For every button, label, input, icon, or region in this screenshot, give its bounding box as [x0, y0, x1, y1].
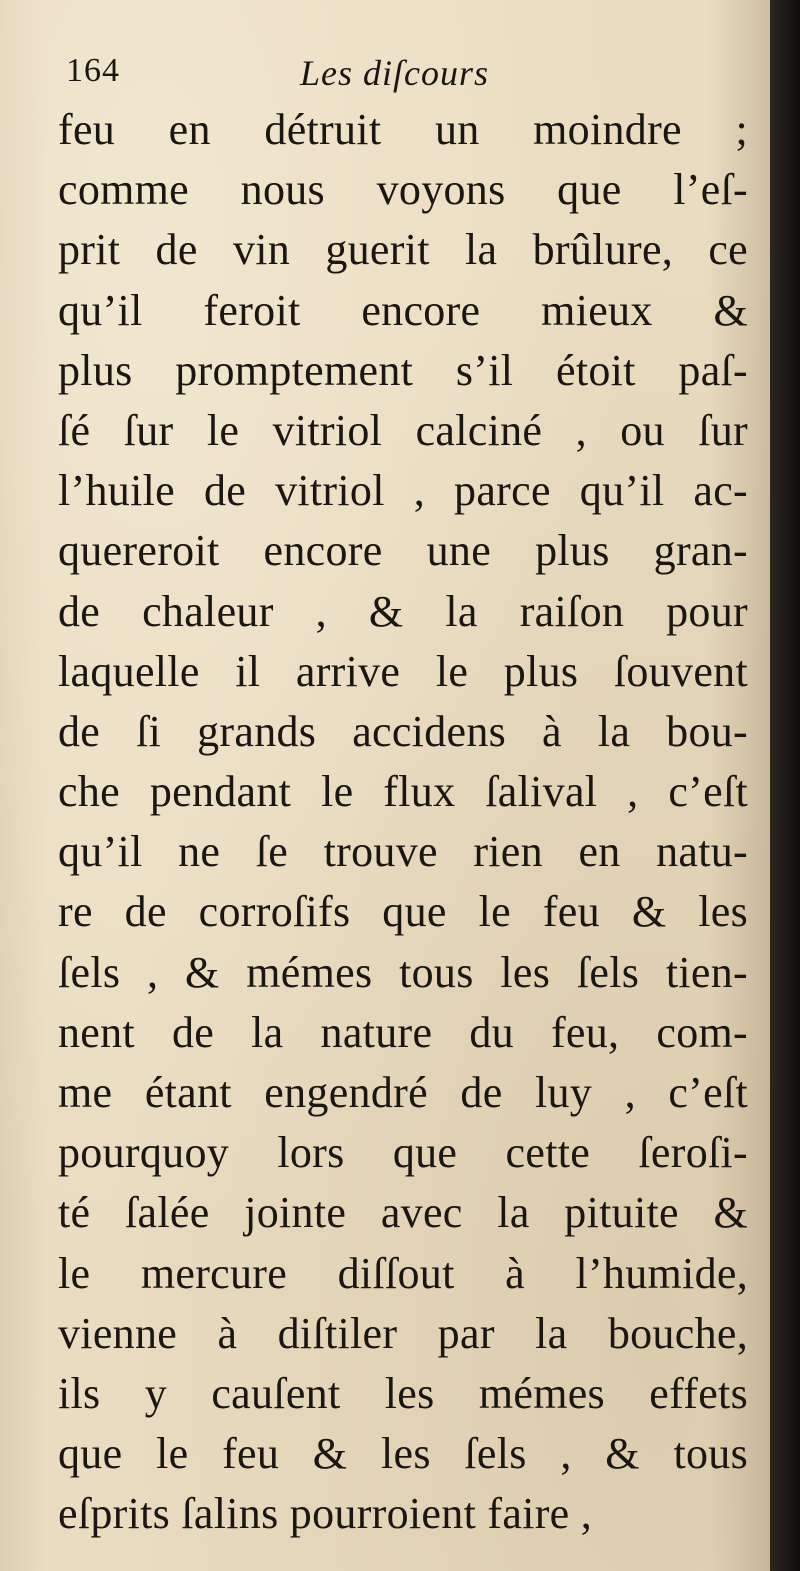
body-text — [58, 100, 748, 1545]
text-line: laquelle il arrive le plus ſouvent — [58, 646, 748, 696]
text-line: vienne à diſtiler par la bouche, — [58, 1308, 748, 1358]
text-line: que le feu & les ſels , & tous — [58, 1429, 748, 1479]
text-line: l’huile de vitriol , parce qu’il ac- — [58, 466, 748, 516]
text-line: ſels , & mémes tous les ſels tien- — [58, 947, 748, 997]
text-line: prit de vin guerit la brûlure, ce — [58, 225, 748, 275]
text-line: pourquoy lors que cette ſeroſi- — [58, 1128, 748, 1178]
text-line: re de corroſifs que le feu & les — [58, 887, 748, 937]
text-line: ils y cauſent les mémes effets — [58, 1368, 748, 1418]
text-line: comme nous voyons que l’eſ- — [58, 165, 748, 215]
page-number: 164 — [66, 52, 120, 89]
text-line: quereroit encore une plus gran- — [58, 526, 748, 576]
text-line: té ſalée jointe avec la pituite & — [58, 1188, 748, 1238]
text-line: che pendant le flux ſalival , c’eſt — [58, 767, 748, 817]
text-line: le mercure diſſout à l’humide, — [58, 1248, 748, 1298]
text-line: me étant engendré de luy , c’eſt — [58, 1068, 748, 1117]
text-line: ſé ſur le vitriol calciné , ou ſur — [58, 405, 748, 455]
book-edge — [770, 0, 800, 1571]
text-line: qu’il ne ſe trouve rien en natu- — [58, 827, 748, 877]
text-line: qu’il feroit encore mieux & — [58, 285, 748, 335]
page-header — [62, 48, 562, 108]
text-line: plus promptement s’il étoit paſ- — [58, 345, 748, 395]
text-line: nent de la nature du feu, com- — [58, 1007, 748, 1057]
running-title: Les diſcours — [300, 53, 490, 93]
text-line: de ſi grands accidens à la bou- — [58, 706, 748, 756]
text-line: feu en détruit un moindre ; — [58, 105, 748, 154]
text-line: eſprits ſalins pourroient faire , — [58, 1489, 593, 1539]
text-line: de chaleur , & la raiſon pour — [58, 586, 748, 636]
